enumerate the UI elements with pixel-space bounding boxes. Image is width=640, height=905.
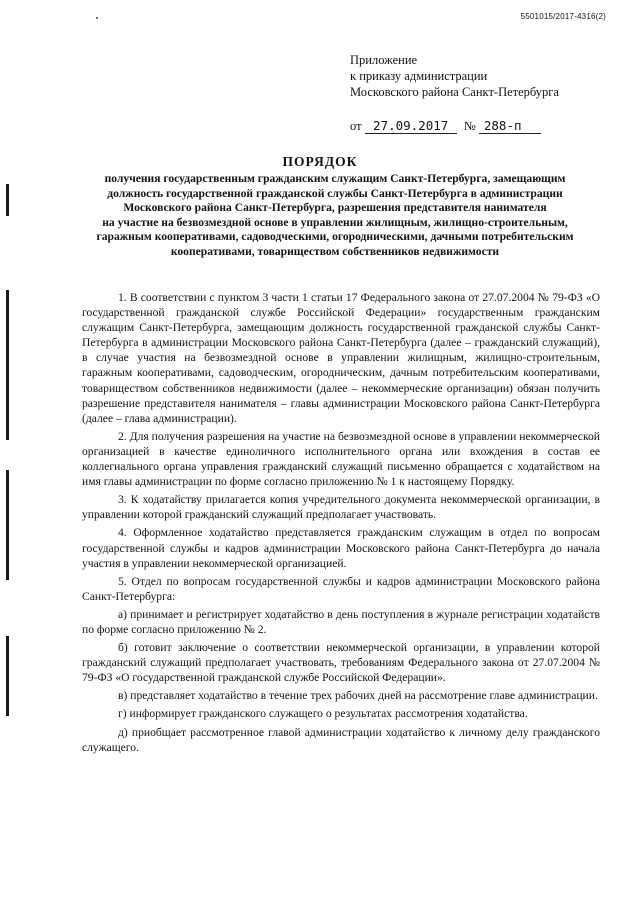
document-body <box>82 290 600 755</box>
order-reference <box>350 118 541 134</box>
subparagraph-b: б) готовит заключение о соответствии некоммерческой организации, в управлении которой гражданский служащий предполагает участвовать, требованиям Федерального закона от 27.07.2004 № 79-ФЗ «О государственной гражданской службе Российской Федерации». <box>82 641 600 685</box>
subparagraph-v: в) представляет ходатайство в течение трех рабочих дней на рассмотрение главе администрации. <box>118 689 598 703</box>
subtitle-line: на участие на безвозмездной основе в управлении жилищным, жилищно-строительным, <box>102 215 568 229</box>
document-title: ПОРЯДОК <box>282 154 358 169</box>
subparagraph-g: г) информирует гражданского служащего о результатах рассмотрения ходатайства. <box>118 707 528 721</box>
subtitle-line: должность государственной гражданской службы Санкт-Петербурга в администрации <box>107 186 563 200</box>
scan-edge-mark <box>6 470 9 580</box>
scan-speck <box>96 17 98 19</box>
subtitle-line: гаражным кооперативами, садоводческими, огородническими, дачными потребительским <box>96 230 574 244</box>
appendix-line: к приказу администрации <box>350 69 488 83</box>
order-number: 288-п <box>479 119 541 134</box>
scan-edge-mark <box>6 636 9 716</box>
subtitle-line: Московского района Санкт-Петербурга, разрешения представителя нанимателя <box>123 201 547 215</box>
subparagraph-d: д) приобщает рассмотренное главой администрации ходатайство к личному делу гражданского служащего. <box>82 725 600 754</box>
document-subtitle <box>70 172 600 260</box>
paragraph-1: 1. В соответствии с пунктом 3 части 1 статьи 17 Федерального закона от 27.07.2004 № 79-ФЗ «О государственной гражданской службе Российской Федерации» государственным гражданским служащим Санкт-Петербурга, замещающим должность государственной гражданской службы Санкт-Петербурга в администрации Московского района Санкт-Петербурга (далее – гражданский служащий), в случае участия на безвозмездной основе в управлении жилищным, жилищно-строительным, гаражным кооперативами, садоводческим, огородническим, дачным потребительским кооперативами, товариществом собственников недвижимости (далее – некоммерческие организации) обязан получить разрешение представителя нанимателя – главы администрации Московского района Санкт-Петербурга (далее – глава администрации). <box>82 291 600 425</box>
scan-edge-mark <box>6 184 9 216</box>
subtitle-line: получения государственным гражданским служащим Санкт-Петербурга, замещающим <box>104 172 566 185</box>
order-prefix: от <box>350 119 362 133</box>
appendix-line: Московского района Санкт-Петербурга <box>350 85 559 99</box>
paragraph-2: 2. Для получения разрешения на участие на безвозмездной основе в управлении некоммерческой организацией в качестве единоличного исполнительного органа или вхождения в состав ее коллегиального органа управления гражданский служащий письменно обращается с ходатайством на имя главы администрации по форме согласно приложению № 1 к настоящему Порядку. <box>82 429 600 489</box>
document-id: 5501015/2017-4316(2) <box>520 12 606 21</box>
subparagraph-a: а) принимает и регистрирует ходатайство в день поступления в журнале регистрации ходатайств по форме согласно приложению № 2. <box>82 607 600 636</box>
subtitle-line: кооперативами, товариществом собственников недвижимости <box>170 244 500 258</box>
paragraph-5: 5. Отдел по вопросам государственной службы и кадров администрации Московского района Санкт-Петербурга: <box>82 574 600 603</box>
paragraph-3: 3. К ходатайству прилагается копия учредительного документа некоммерческой организации, в управлении которой гражданский служащий предполагает участвовать. <box>82 493 600 522</box>
appendix-block <box>350 52 559 100</box>
order-date: 27.09.2017 <box>365 119 457 134</box>
paragraph-4: 4. Оформленное ходатайство представляется гражданским служащим в отдел по вопросам государственной службы и кадров администрации Московского района Санкт-Петербурга до начала участия в управлении некоммерческой организацией. <box>82 526 600 570</box>
scan-edge-mark <box>6 290 9 440</box>
order-number-label: № <box>463 119 476 133</box>
appendix-line: Приложение <box>350 53 418 67</box>
